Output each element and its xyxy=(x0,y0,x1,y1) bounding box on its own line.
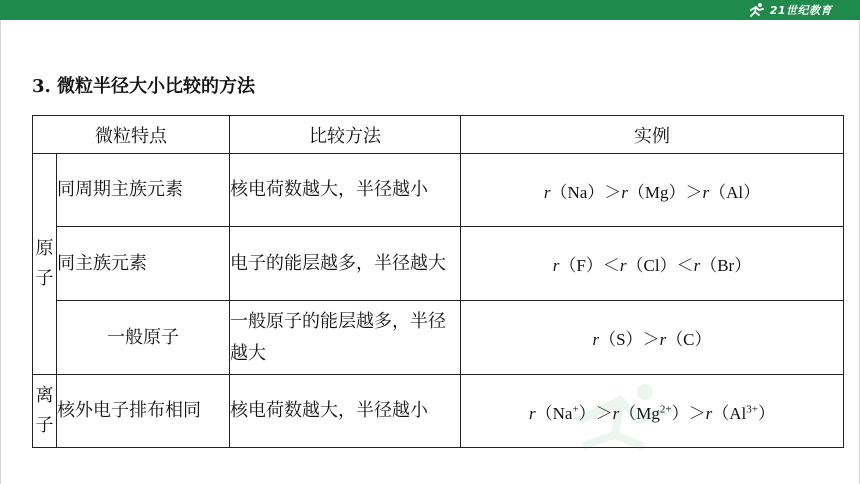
category-ion: 离子 xyxy=(33,375,57,448)
header-example: 实例 xyxy=(461,116,844,154)
table-header-row xyxy=(33,116,844,154)
feature-cell: 同主族元素 xyxy=(57,227,230,301)
logo-text: 21世纪教育 xyxy=(769,4,832,17)
table-row xyxy=(33,375,844,448)
section-title: 3. 微粒半径大小比较的方法 xyxy=(32,76,256,97)
header-bar xyxy=(0,0,860,20)
feature-cell: 核外电子排布相同 xyxy=(57,375,230,448)
runner-logo-icon xyxy=(747,2,767,18)
table-row xyxy=(33,154,844,227)
example-cell: $r(Na^+)>r(Mg^{2+})>r(Al^{3+})$ xyxy=(461,375,844,448)
example-cell: r（S）＞r（C） xyxy=(461,301,844,375)
method-cell: 核电荷数越大，半径越小 xyxy=(230,154,461,227)
feature-cell: 一般原子 xyxy=(57,301,230,375)
site-logo xyxy=(747,2,832,18)
table-row xyxy=(33,301,844,375)
comparison-table xyxy=(32,115,844,448)
header-feature: 微粒特点 xyxy=(33,116,230,154)
category-atom: 原子 xyxy=(33,154,57,375)
feature-cell: 同周期主族元素 xyxy=(57,154,230,227)
header-method: 比较方法 xyxy=(230,116,461,154)
method-cell: 核电荷数越大，半径越小 xyxy=(230,375,461,448)
left-border xyxy=(0,20,1,484)
method-cell: 一般原子的能层越多，半径越大 xyxy=(230,301,461,375)
example-cell: r（F）＜r（Cl）＜r（Br） xyxy=(461,227,844,301)
example-cell: r（Na）＞r（Mg）＞r（Al） xyxy=(461,154,844,227)
table-row xyxy=(33,227,844,301)
method-cell: 电子的能层越多，半径越大 xyxy=(230,227,461,301)
